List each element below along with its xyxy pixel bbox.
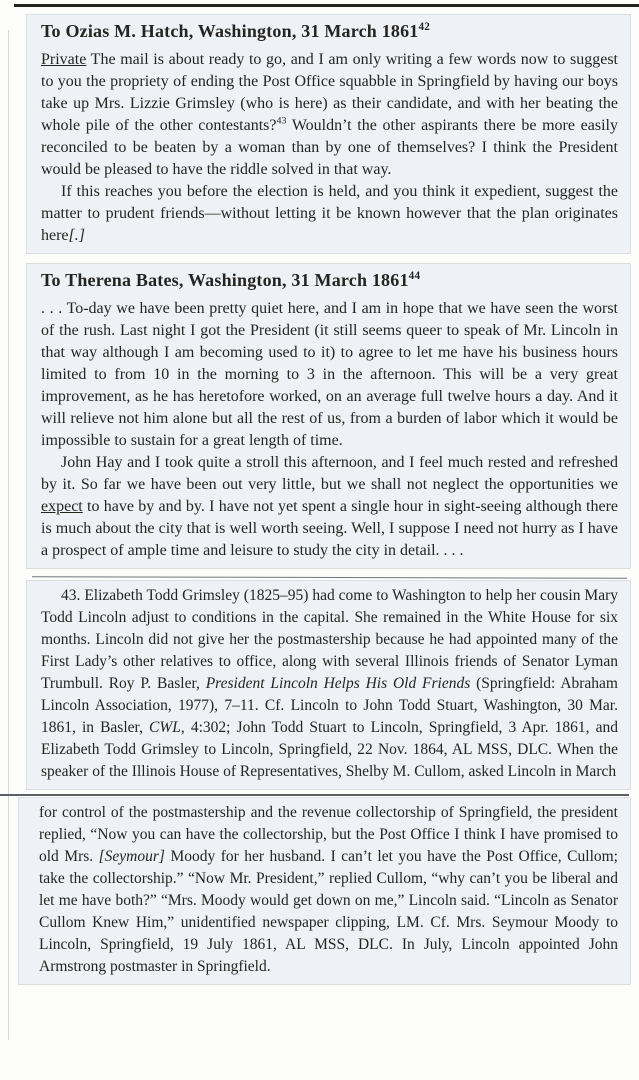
- footnote-text: for control of the postmastership and the revenue collectorship of Springfield, the president replied, “Now you can have the collectorship, but the Post Office I think I have promised to old Mrs. [Seymour] Moody for her husband. I can’t let you have the Post Office, Cullom; take the collectorship.” “Now Mr. President,” replied Cullom, “why can’t you be liberal and let me have both?” “Mrs. Moody would get down on me,” Lincoln said. “Lincoln as Senator Cullom Knew Him,” unidentified newspaper clipping, LM. Cf. Mrs. Seymour Moody to Lincoln, Springfield, 19 July 1861, AL MSS, DLC. In July, Lincoln appointed John Armstrong postmaster in Springfield.: [39, 804, 618, 975]
- footnote-43-part-2: [18, 797, 631, 985]
- clipping-separator-rule: [0, 794, 629, 796]
- letter-paragraph: If this reaches you before the election is held, and you think it expedient, suggest the matter to prudent friends—without letting it be known however that the plan originates here[.]: [41, 183, 618, 244]
- page-content: [26, 12, 631, 985]
- letter-heading-hatch: To Ozias M. Hatch, Washington, 31 March 1861$^{42}$: [41, 21, 431, 41]
- letter-heading-bates: To Therena Bates, Washington, 31 March 1861$^{44}$: [41, 270, 421, 290]
- letter-paragraph: . . . To-day we have been pretty quiet here, and I am in hope that we have seen the worst of the rush. Last night I got the President (it still seems queer to speak of Mr. Lincoln in that way although I am becoming used to it) to agree to let me have his business hours limited to from 10 in the morning to 3 in the afternoon. This will be a very great improvement, as he has heretofore worked, on an average full twelve hours a day. And it will relieve not him alone but all the rest of us, from a burden of labor which it would be impossible to sustain for a great length of time.: [41, 300, 618, 449]
- letter-block-bates: [26, 263, 631, 569]
- footnote-43-part-1: [26, 580, 631, 790]
- footnote-separator-rule: [32, 576, 627, 579]
- letter-block-hatch: [26, 14, 631, 254]
- letter-paragraph: Private The mail is about ready to go, and I am only writing a few words now to suggest to you the propriety of ending the Post Office squabble in Springfield by having our boys take up Mrs. Lizzie Grimsley (who is here) as their candidate, and with her beating the whole pile of the other contestants?$^{43}$ Wouldn’t the other aspirants there be more easily reconciled to be beaten by a woman than by one of themselves? I think the President would be pleased to have the riddle solved in that way.: [41, 51, 619, 178]
- letter-paragraph: John Hay and I took quite a stroll this afternoon, and I feel much rested and refreshed by it. So far we have been out very little, but we shall not neglect the opportunities we expect to have by and by. I have not yet spent a single hour in sight-seeing although there is much about the city that is well worth seeing. Well, I suppose I need not hurry as I have a prospect of ample time and leisure to study the city in detail. . . .: [41, 454, 618, 559]
- scan-edge-line: [8, 30, 9, 1040]
- top-rule: [14, 4, 639, 7]
- footnote-text: 43. Elizabeth Todd Grimsley (1825–95) had come to Washington to help her cousin Mary Todd Lincoln adjust to conditions in the capital. She remained in the White House for six months. Lincoln did not give her the postmastership because he had appointed many of the First Lady’s other relatives to office, along with several Illinois friends of Senator Lyman Trumbull. Roy P. Basler, President Lincoln Helps His Old Friends (Springfield: Abraham Lincoln Association, 1977), 7–11. Cf. Lincoln to John Todd Stuart, Washington, 30 Mar. 1861, in Basler, CWL, 4:302; John Todd Stuart to Lincoln, Springfield, 3 Apr. 1861, and Elizabeth Todd Grimsley to Lincoln, Springfield, 22 Nov. 1864, AL MSS, DLC. When the speaker of the Illinois House of Representatives, Shelby M. Cullom, asked Lincoln in March: [41, 587, 618, 780]
